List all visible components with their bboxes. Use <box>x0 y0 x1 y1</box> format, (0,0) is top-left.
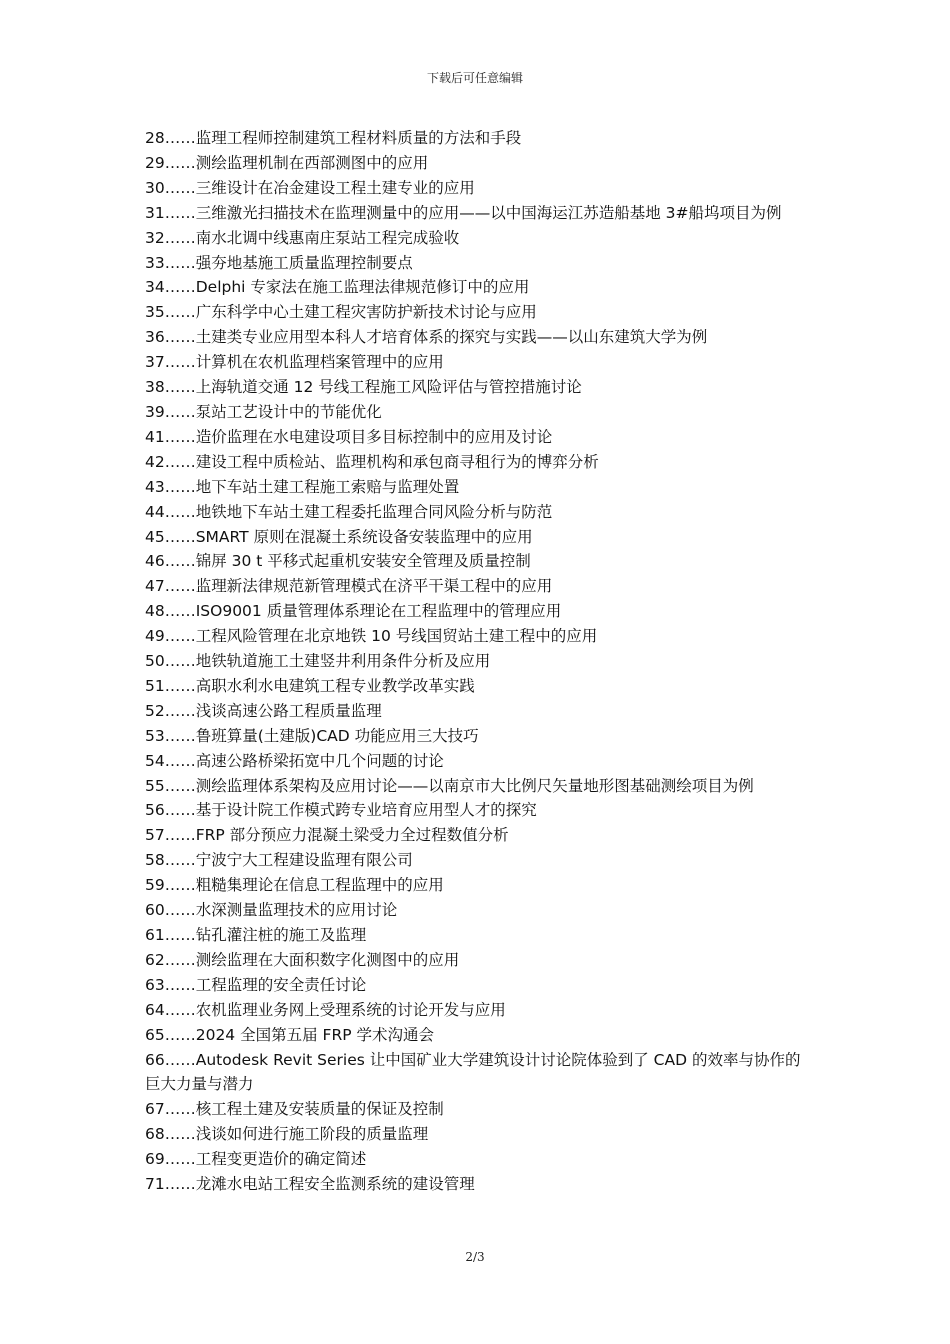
list-item: 41……造价监理在水电建设项目多目标控制中的应用及讨论 <box>145 427 553 446</box>
list-item: 31……三维激光扫描技术在监理测量中的应用——以中国海运江苏造船基地 3#船坞项目为例 <box>145 203 782 222</box>
list-item: 30……三维设计在冶金建设工程土建专业的应用 <box>145 178 475 197</box>
page-header: 下载后可任意编辑 <box>426 71 523 85</box>
list-item: 35……广东科学中心土建工程灾害防护新技术讨论与应用 <box>145 303 537 322</box>
list-item: 28……监理工程师控制建筑工程材料质量的方法和手段 <box>145 129 522 147</box>
list-item: 61……钻孔灌注桩的施工及监理 <box>145 926 367 944</box>
list-item: 55……测绘监理体系架构及应用讨论——以南京市大比例尺矢量地形图基础测绘项目为例 <box>145 776 754 795</box>
list-item: 51……高职水利水电建筑工程专业教学改革实践 <box>145 676 475 695</box>
list-item: 60……水深测量监理技术的应用讨论 <box>145 901 398 920</box>
list-item: 33……强夯地基施工质量监理控制要点 <box>145 253 413 272</box>
list-item: 43……地下车站土建工程施工索赔与监理处置 <box>145 477 460 496</box>
list-item: 37……计算机在农机监理档案管理中的应用 <box>145 353 444 372</box>
list-item: 48……ISO9001 质量管理体系理论在工程监理中的管理应用 <box>145 602 562 621</box>
list-item: 38……上海轨道交通 12 号线工程施工风险评估与管控措施讨论 <box>145 378 582 397</box>
reference-list <box>145 126 810 1197</box>
list-item: 68……浅谈如何进行施工阶段的质量监理 <box>145 1125 429 1144</box>
list-item: 53……鲁班算量(土建版)CAD 功能应用三大技巧 <box>145 726 479 745</box>
list-item: 44……地铁地下车站土建工程委托监理合同风险分析与防范 <box>145 502 553 521</box>
list-item: 46……锦屏 30 t 平移式起重机安装安全管理及质量控制 <box>145 552 531 571</box>
list-item: 47……监理新法律规范新管理模式在济平干渠工程中的应用 <box>145 577 553 596</box>
list-item: 32……南水北调中线惠南庄泵站工程完成验收 <box>145 228 460 247</box>
list-item: 45……SMART 原则在混凝土系统设备安装监理中的应用 <box>145 527 533 546</box>
list-item: 39……泵站工艺设计中的节能优化 <box>145 402 382 421</box>
list-item: 67……核工程土建及安装质量的保证及控制 <box>145 1100 444 1119</box>
list-item: 57……FRP 部分预应力混凝土梁受力全过程数值分析 <box>145 826 509 845</box>
list-item: 29……测绘监理机制在西部测图中的应用 <box>145 153 429 172</box>
page-number: 2/3 <box>465 1250 485 1264</box>
list-item: 66……Autodesk Revit Series 让中国矿业大学建筑设计讨论院体验到了 CAD 的效率与协作的巨大力量与潜力 <box>145 1050 801 1094</box>
list-item: 71……龙滩水电站工程安全监测系统的建设管理 <box>145 1175 475 1194</box>
list-item: 56……基于设计院工作模式跨专业培育应用型人才的探究 <box>145 801 537 820</box>
list-item: 59……粗糙集理论在信息工程监理中的应用 <box>145 876 444 895</box>
list-item: 54……高速公路桥梁拓宽中几个问题的讨论 <box>145 751 444 770</box>
list-item: 42……建设工程中质检站、监理机构和承包商寻租行为的博弈分析 <box>145 452 599 471</box>
list-item: 69……工程变更造价的确定简述 <box>145 1150 367 1169</box>
list-item: 64……农机监理业务网上受理系统的讨论开发与应用 <box>145 1000 506 1019</box>
list-item: 50……地铁轨道施工土建竖井利用条件分析及应用 <box>145 652 491 671</box>
list-item: 63……工程监理的安全责任讨论 <box>145 975 367 994</box>
list-item: 49……工程风险管理在北京地铁 10 号线国贸站土建工程中的应用 <box>145 627 598 646</box>
list-item: 65……2024 全国第五届 FRP 学术沟通会 <box>145 1025 434 1044</box>
list-item: 34……Delphi 专家法在施工监理法律规范修订中的应用 <box>145 278 530 297</box>
list-item: 36……土建类专业应用型本科人才培育体系的探究与实践——以山东建筑大学为例 <box>145 328 708 347</box>
list-item: 58……宁波宁大工程建设监理有限公司 <box>145 851 413 870</box>
list-item: 52……浅谈高速公路工程质量监理 <box>145 701 382 720</box>
list-item: 62……测绘监理在大面积数字化测图中的应用 <box>145 950 460 969</box>
